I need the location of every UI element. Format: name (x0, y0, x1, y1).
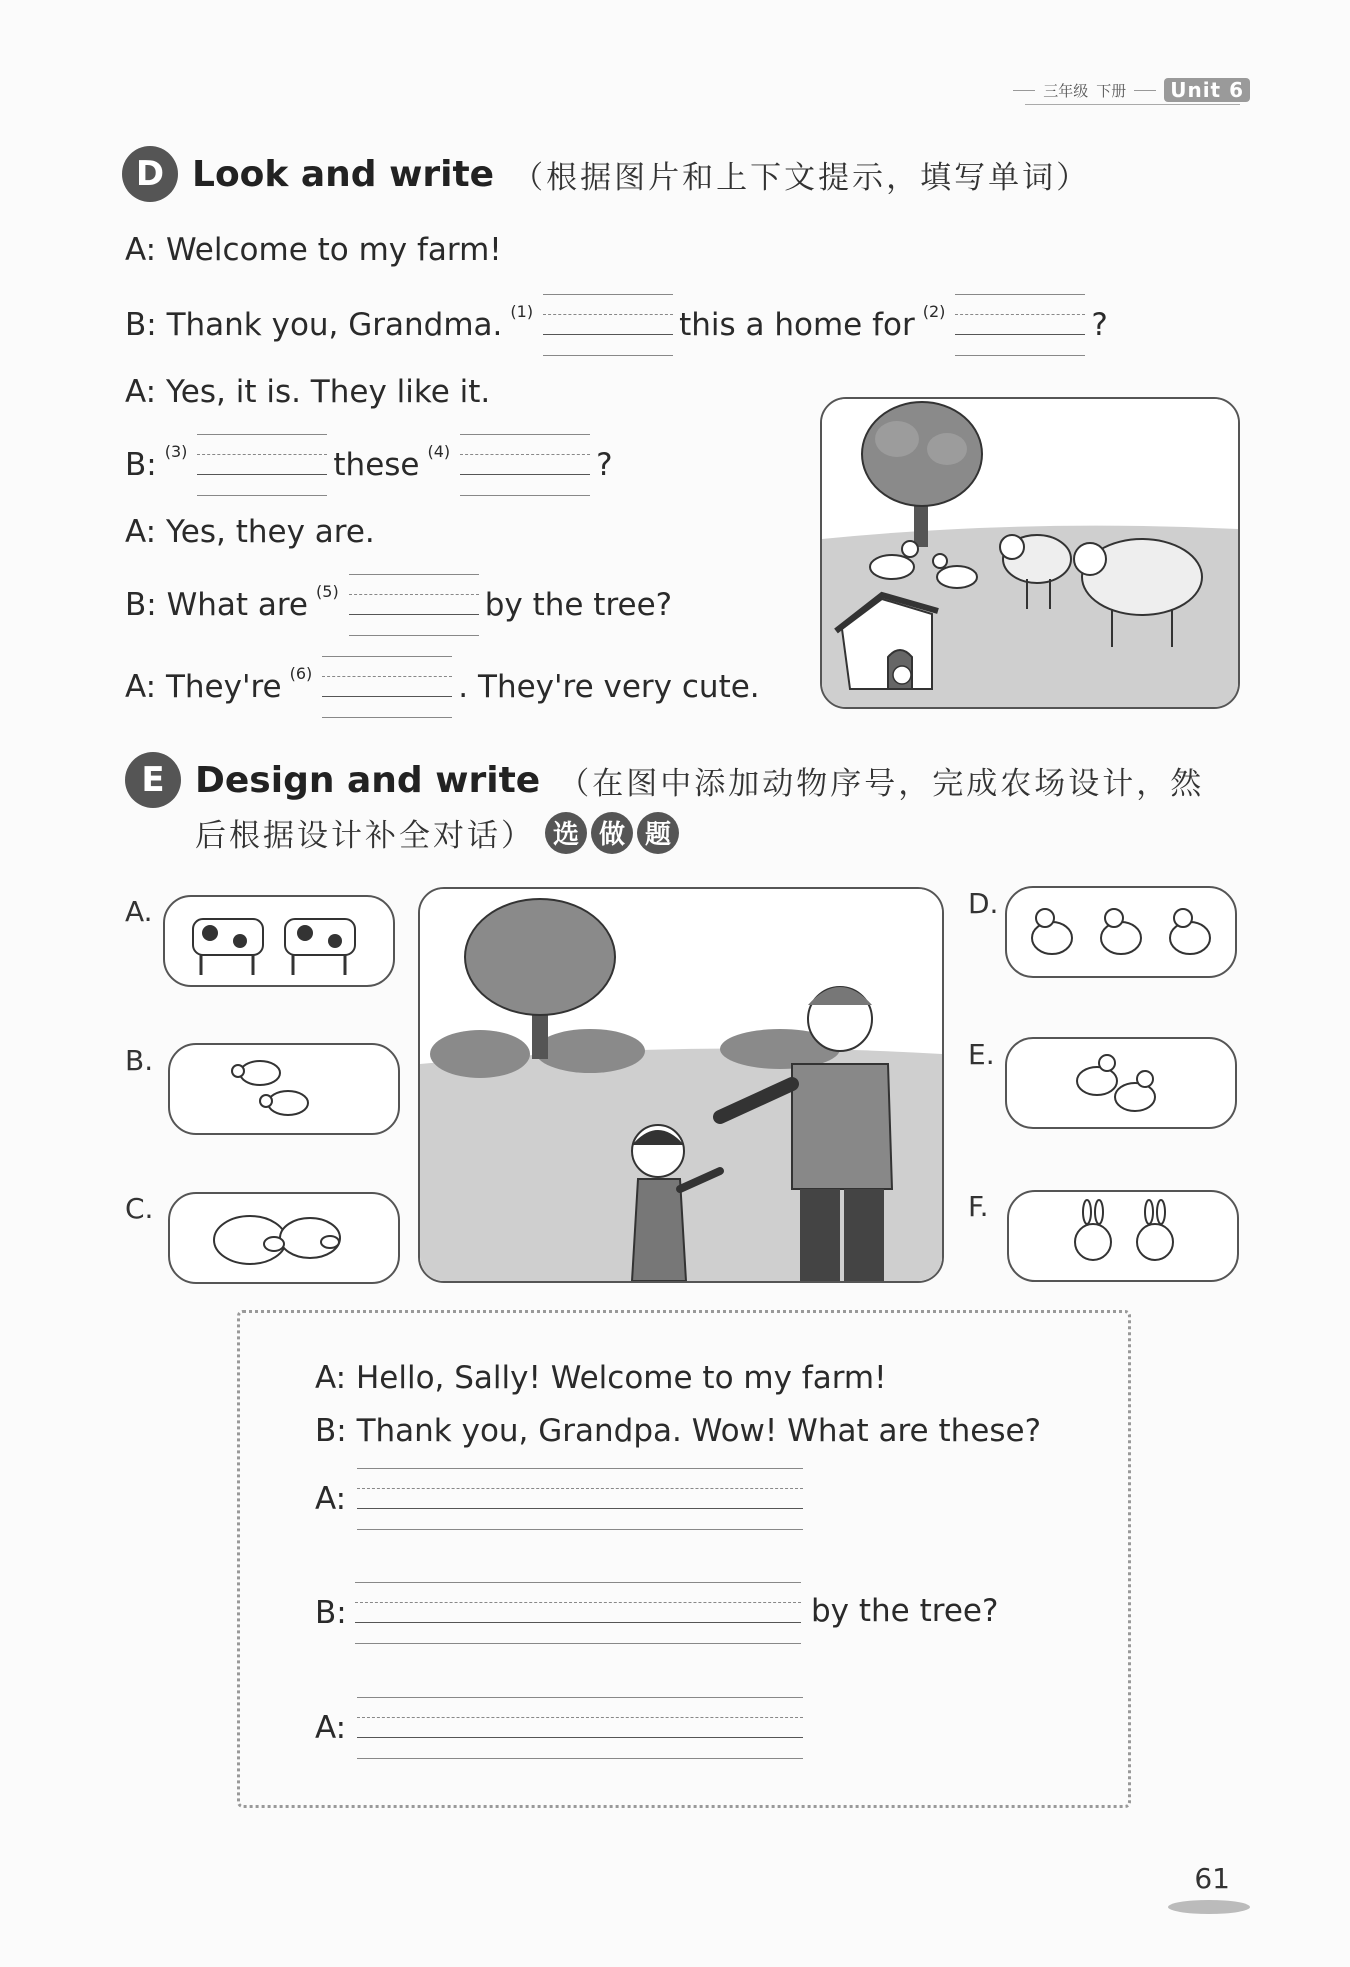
dialogue-line-3: A: Yes, it is. They like it. (125, 374, 491, 410)
grade-label: 三年级 (1043, 81, 1089, 100)
farm-picture-d (820, 397, 1240, 709)
section-d-heading: Look and write (192, 153, 495, 195)
section-d-badge: D (122, 146, 178, 202)
dialogue-e-label-b: B: (315, 1595, 347, 1631)
farm-picture-e (418, 887, 944, 1283)
writing-blank-2[interactable] (355, 1582, 801, 1644)
page-header (1013, 78, 1250, 102)
option-d-hens[interactable] (1005, 886, 1237, 978)
option-f-letter: F. (968, 1190, 989, 1223)
cows-icon (165, 897, 393, 985)
section-d-title (122, 146, 1090, 202)
answer-blank-4[interactable] (460, 434, 590, 496)
dialogue-e-label-a1: A: (315, 1481, 347, 1517)
farm-grandpa-girl-illustration (420, 889, 942, 1281)
option-c-letter: C. (125, 1192, 154, 1225)
rabbits-icon (1009, 1192, 1237, 1280)
section-e-instruction-1: （在图中添加动物序号，完成农场设计，然 (558, 765, 1205, 802)
optional-badges: 选 做 题 (545, 812, 679, 854)
option-b-letter: B. (125, 1044, 154, 1077)
sheep-icon (170, 1045, 398, 1133)
section-d-instruction: （根据图片和上下文提示，填写单词） (512, 159, 1091, 196)
dialogue-line-2: B: Thank you, Grandma. (1) this a home for (2) ? (125, 294, 1108, 356)
dialogue-e-line-1: A: Hello, Sally! Welcome to my farm! (315, 1360, 887, 1396)
dialogue-e-line-2: B: Thank you, Grandpa. Wow! What are these? (315, 1413, 1042, 1449)
unit-tag: Unit 6 (1164, 78, 1250, 102)
dialogue-e-label-a2: A: (315, 1710, 347, 1746)
dialogue-line-7: A: They're (6) . They're very cute. (125, 656, 760, 718)
pigs-icon (170, 1194, 398, 1282)
option-a-letter: A. (125, 895, 153, 928)
dialogue-e-by-tree: by the tree? (811, 1593, 999, 1629)
writing-blank-1[interactable] (357, 1468, 803, 1530)
section-e-title (125, 752, 1204, 808)
option-f-rabbits[interactable] (1007, 1190, 1239, 1282)
option-b-sheep[interactable] (168, 1043, 400, 1135)
dialogue-line-1: A: Welcome to my farm! (125, 232, 502, 268)
option-e-ducks[interactable] (1005, 1037, 1237, 1129)
answer-blank-6[interactable] (322, 656, 452, 718)
writing-blank-3[interactable] (357, 1697, 803, 1759)
dialogue-line-4: B: (3) these (4) ? (125, 434, 613, 496)
answer-blank-2[interactable] (955, 294, 1085, 356)
page-swoosh-decoration (1168, 1900, 1250, 1914)
answer-blank-3[interactable] (197, 434, 327, 496)
answer-blank-5[interactable] (349, 574, 479, 636)
dialogue-line-6: B: What are (5) by the tree? (125, 574, 672, 636)
ducks-icon (1007, 1039, 1235, 1127)
section-e-instruction-2: 后根据设计补全对话） 选 做 题 (195, 810, 679, 855)
option-c-pigs[interactable] (168, 1192, 400, 1284)
volume-label: 下册 (1096, 81, 1127, 100)
section-e-badge: E (125, 752, 181, 808)
option-e-letter: E. (968, 1038, 995, 1071)
option-d-letter: D. (968, 887, 999, 920)
page-number: 61 (1194, 1862, 1230, 1895)
dialogue-line-5: A: Yes, they are. (125, 514, 375, 550)
answer-blank-1[interactable] (543, 294, 673, 356)
hens-icon (1007, 888, 1235, 976)
farm-scene-illustration (822, 399, 1238, 707)
option-a-cows[interactable] (163, 895, 395, 987)
section-e-heading: Design and write (195, 759, 541, 801)
